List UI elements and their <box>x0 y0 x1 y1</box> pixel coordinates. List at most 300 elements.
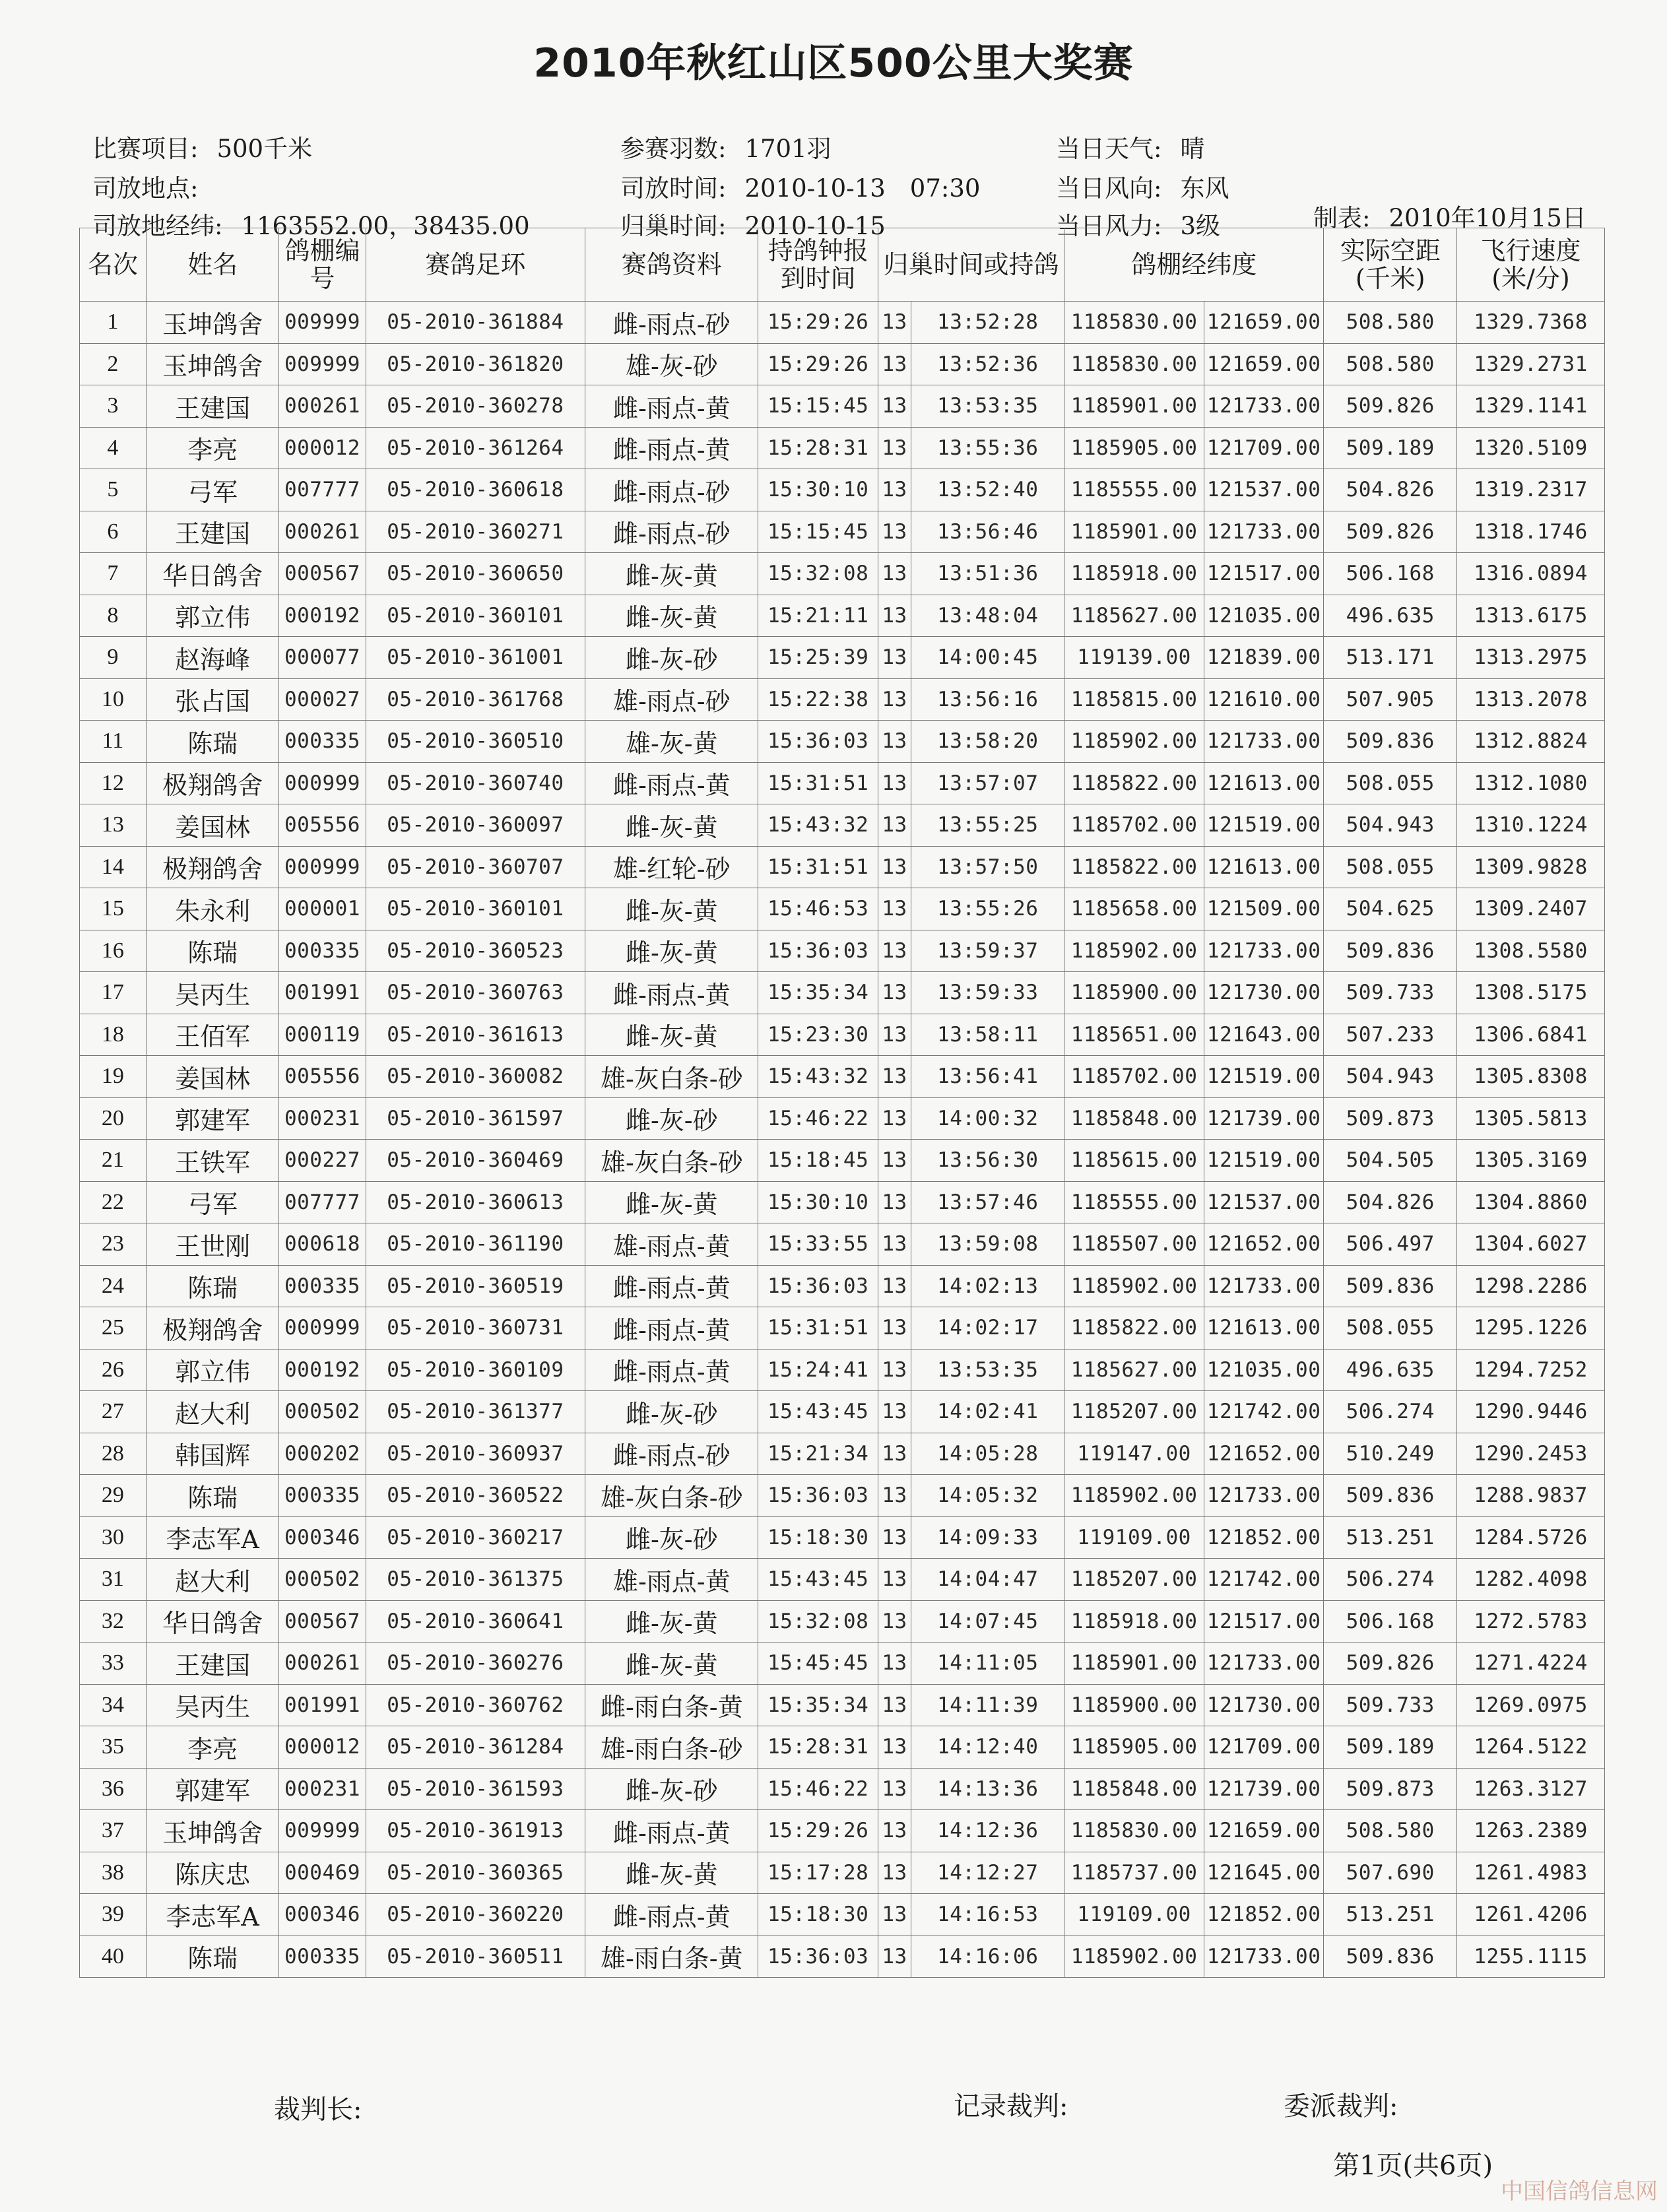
cell-name: 郭立伟 <box>146 595 279 637</box>
cell-distance: 508.580 <box>1324 1810 1457 1852</box>
cell-latitude: 121733.00 <box>1204 721 1324 763</box>
cell-speed: 1272.5783 <box>1457 1600 1605 1643</box>
cell-bird-info: 雌-灰-黄 <box>585 595 758 637</box>
recorder-label: 记录裁判: <box>954 2091 1068 2122</box>
cell-name: 李志军A <box>146 1516 279 1559</box>
cell-loft-id: 000618 <box>279 1223 366 1266</box>
cell-loft-id: 001991 <box>279 972 366 1014</box>
cell-ring: 05-2010-361001 <box>366 637 585 679</box>
cell-day: 13 <box>878 972 911 1014</box>
cell-arrival-time: 13:56:46 <box>911 511 1064 553</box>
cell-latitude: 121739.00 <box>1204 1097 1324 1140</box>
cell-ring: 05-2010-361768 <box>366 678 585 721</box>
table-row <box>80 1894 1605 1936</box>
cell-day: 13 <box>878 1894 911 1936</box>
cell-name: 陈瑞 <box>146 1265 279 1307</box>
cell-bird-info: 雄-雨点-黄 <box>585 1559 758 1601</box>
cell-loft-id: 000202 <box>279 1433 366 1475</box>
cell-arrival-time: 14:05:32 <box>911 1475 1064 1517</box>
table-row <box>80 1014 1605 1056</box>
cell-rank: 8 <box>80 595 147 637</box>
cell-loft-id: 000346 <box>279 1894 366 1936</box>
cell-distance: 504.505 <box>1324 1140 1457 1182</box>
cell-rank: 3 <box>80 385 147 428</box>
cell-bird-info: 雌-雨点-砂 <box>585 511 758 553</box>
cell-distance: 509.733 <box>1324 1684 1457 1726</box>
table-row <box>80 762 1605 804</box>
cell-name: 王世刚 <box>146 1223 279 1266</box>
cell-bird-info: 雄-雨点-砂 <box>585 678 758 721</box>
table-row <box>80 972 1605 1014</box>
cell-rank: 12 <box>80 762 147 804</box>
cell-rank: 39 <box>80 1894 147 1936</box>
cell-longitude: 1185830.00 <box>1064 343 1204 385</box>
cell-bird-info: 雌-雨点-黄 <box>585 427 758 469</box>
cell-bird-info: 雌-灰-黄 <box>585 930 758 972</box>
table-row <box>80 1056 1605 1098</box>
cell-day: 13 <box>878 469 911 511</box>
cell-day: 13 <box>878 1433 911 1475</box>
cell-arrival-time: 13:55:26 <box>911 888 1064 930</box>
release-site-info <box>92 168 216 204</box>
cell-name: 韩国辉 <box>146 1433 279 1475</box>
cell-distance: 509.836 <box>1324 1475 1457 1517</box>
cell-rank: 26 <box>80 1349 147 1391</box>
cell-arrival-time: 14:11:39 <box>911 1684 1064 1726</box>
cell-arrival-time: 14:07:45 <box>911 1600 1064 1643</box>
cell-speed: 1318.1746 <box>1457 511 1605 553</box>
cell-name: 王佰军 <box>146 1014 279 1056</box>
cell-speed: 1294.7252 <box>1457 1349 1605 1391</box>
cell-rank: 11 <box>80 721 147 763</box>
cell-arrival-time: 14:11:05 <box>911 1643 1064 1685</box>
cell-speed: 1305.3169 <box>1457 1140 1605 1182</box>
cell-name: 玉坤鸽舍 <box>146 1810 279 1852</box>
cell-longitude: 1185207.00 <box>1064 1559 1204 1601</box>
cell-bird-info: 雄-红轮-砂 <box>585 846 758 888</box>
cell-longitude: 1185900.00 <box>1064 972 1204 1014</box>
cell-longitude: 1185615.00 <box>1064 1140 1204 1182</box>
cell-name: 王建国 <box>146 511 279 553</box>
cell-distance: 509.826 <box>1324 1643 1457 1685</box>
cell-latitude: 121613.00 <box>1204 1307 1324 1350</box>
cell-longitude: 1185507.00 <box>1064 1223 1204 1266</box>
release-time-label: 司放时间: <box>620 174 727 203</box>
cell-day: 13 <box>878 1516 911 1559</box>
cell-latitude: 121733.00 <box>1204 930 1324 972</box>
cell-loft-id: 000027 <box>279 678 366 721</box>
cell-bird-info: 雌-灰-黄 <box>585 1014 758 1056</box>
cell-rank: 40 <box>80 1936 147 1978</box>
cell-ring: 05-2010-360101 <box>366 595 585 637</box>
cell-ring: 05-2010-360763 <box>366 972 585 1014</box>
cell-loft-id: 000567 <box>279 1600 366 1643</box>
cell-clock-time: 15:36:03 <box>758 1475 878 1517</box>
cell-rank: 9 <box>80 637 147 679</box>
cell-rank: 23 <box>80 1223 147 1266</box>
cell-speed: 1282.4098 <box>1457 1559 1605 1601</box>
cell-speed: 1255.1115 <box>1457 1936 1605 1978</box>
cell-day: 13 <box>878 1768 911 1810</box>
cell-name: 吴丙生 <box>146 972 279 1014</box>
cell-clock-time: 15:36:03 <box>758 1936 878 1978</box>
table-row <box>80 1726 1605 1769</box>
cell-latitude: 121517.00 <box>1204 1600 1324 1643</box>
cell-rank: 30 <box>80 1516 147 1559</box>
cell-loft-id: 000012 <box>279 427 366 469</box>
cell-bird-info: 雌-灰-砂 <box>585 1768 758 1810</box>
cell-loft-id: 000502 <box>279 1559 366 1601</box>
table-row <box>80 1768 1605 1810</box>
cell-clock-time: 15:32:08 <box>758 1600 878 1643</box>
cell-speed: 1263.3127 <box>1457 1768 1605 1810</box>
cell-longitude: 1185902.00 <box>1064 721 1204 763</box>
table-header-row <box>80 228 1605 302</box>
cell-speed: 1316.0894 <box>1457 553 1605 595</box>
cell-distance: 508.055 <box>1324 1307 1457 1350</box>
cell-loft-id: 000335 <box>279 1475 366 1517</box>
cell-speed: 1304.8860 <box>1457 1181 1605 1223</box>
cell-latitude: 121659.00 <box>1204 302 1324 344</box>
cell-longitude: 1185901.00 <box>1064 511 1204 553</box>
table-row <box>80 1140 1605 1182</box>
cell-longitude: 1185902.00 <box>1064 1475 1204 1517</box>
table-row <box>80 1433 1605 1475</box>
cell-longitude: 1185830.00 <box>1064 302 1204 344</box>
cell-arrival-time: 13:53:35 <box>911 1349 1064 1391</box>
cell-ring: 05-2010-360937 <box>366 1433 585 1475</box>
cell-bird-info: 雌-雨点-砂 <box>585 469 758 511</box>
cell-name: 郭建军 <box>146 1097 279 1140</box>
cell-loft-id: 000012 <box>279 1726 366 1769</box>
table-row <box>80 1643 1605 1685</box>
cell-longitude: 119109.00 <box>1064 1516 1204 1559</box>
cell-bird-info: 雌-雨点-黄 <box>585 1349 758 1391</box>
cell-longitude: 119109.00 <box>1064 1894 1204 1936</box>
cell-arrival-time: 13:56:30 <box>911 1140 1064 1182</box>
cell-bird-info: 雄-雨点-黄 <box>585 1223 758 1266</box>
cell-ring: 05-2010-360271 <box>366 511 585 553</box>
cell-speed: 1290.9446 <box>1457 1391 1605 1433</box>
cell-clock-time: 15:18:30 <box>758 1516 878 1559</box>
event-label: 比赛项目: <box>92 135 199 163</box>
cell-distance: 506.497 <box>1324 1223 1457 1266</box>
header-bird-info: 赛鸽资料 <box>585 228 758 302</box>
cell-ring: 05-2010-360731 <box>366 1307 585 1350</box>
cell-rank: 25 <box>80 1307 147 1350</box>
cell-distance: 509.189 <box>1324 1726 1457 1769</box>
cell-rank: 19 <box>80 1056 147 1098</box>
cell-rank: 4 <box>80 427 147 469</box>
cell-arrival-time: 14:12:36 <box>911 1810 1064 1852</box>
cell-ring: 05-2010-360762 <box>366 1684 585 1726</box>
cell-day: 13 <box>878 721 911 763</box>
cell-rank: 10 <box>80 678 147 721</box>
cell-clock-time: 15:46:22 <box>758 1768 878 1810</box>
cell-speed: 1261.4206 <box>1457 1894 1605 1936</box>
cell-distance: 496.635 <box>1324 595 1457 637</box>
table-row <box>80 1097 1605 1140</box>
cell-ring: 05-2010-361913 <box>366 1810 585 1852</box>
table-row <box>80 553 1605 595</box>
made-by-value: 2010年10月15日 <box>1389 204 1586 232</box>
cell-distance: 506.168 <box>1324 1600 1457 1643</box>
cell-rank: 24 <box>80 1265 147 1307</box>
cell-longitude: 1185901.00 <box>1064 1643 1204 1685</box>
release-coords-value: 1163552.00，38435.00 <box>241 212 530 240</box>
cell-speed: 1306.6841 <box>1457 1014 1605 1056</box>
cell-rank: 27 <box>80 1391 147 1433</box>
cell-loft-id: 000261 <box>279 1643 366 1685</box>
table-row <box>80 888 1605 930</box>
cell-loft-id: 000261 <box>279 511 366 553</box>
cell-speed: 1313.2078 <box>1457 678 1605 721</box>
cell-name: 陈庆忠 <box>146 1852 279 1894</box>
table-row <box>80 1265 1605 1307</box>
cell-day: 13 <box>878 1140 911 1182</box>
cell-ring: 05-2010-361613 <box>366 1014 585 1056</box>
cell-loft-id: 000077 <box>279 637 366 679</box>
cell-latitude: 121652.00 <box>1204 1223 1324 1266</box>
cell-rank: 14 <box>80 846 147 888</box>
cell-distance: 509.836 <box>1324 1936 1457 1978</box>
cell-speed: 1312.1080 <box>1457 762 1605 804</box>
cell-rank: 17 <box>80 972 147 1014</box>
cell-latitude: 121645.00 <box>1204 1852 1324 1894</box>
cell-name: 陈瑞 <box>146 1936 279 1978</box>
cell-day: 13 <box>878 1265 911 1307</box>
cell-latitude: 121613.00 <box>1204 762 1324 804</box>
cell-rank: 32 <box>80 1600 147 1643</box>
table-row <box>80 1181 1605 1223</box>
cell-latitude: 121643.00 <box>1204 1014 1324 1056</box>
cell-day: 13 <box>878 846 911 888</box>
cell-name: 弓军 <box>146 469 279 511</box>
cell-name: 极翔鸽舍 <box>146 846 279 888</box>
cell-name: 张占国 <box>146 678 279 721</box>
cell-arrival-time: 13:57:46 <box>911 1181 1064 1223</box>
cell-arrival-time: 14:12:40 <box>911 1726 1064 1769</box>
cell-ring: 05-2010-360511 <box>366 1936 585 1978</box>
cell-distance: 508.055 <box>1324 846 1457 888</box>
cell-speed: 1313.6175 <box>1457 595 1605 637</box>
header-clock-time: 持鸽钟报到时间 <box>758 228 878 302</box>
cell-name: 李志军A <box>146 1894 279 1936</box>
cell-longitude: 1185918.00 <box>1064 553 1204 595</box>
cell-clock-time: 15:23:30 <box>758 1014 878 1056</box>
cell-ring: 05-2010-361284 <box>366 1726 585 1769</box>
table-row <box>80 846 1605 888</box>
cell-rank: 35 <box>80 1726 147 1769</box>
cell-latitude: 121519.00 <box>1204 1056 1324 1098</box>
cell-bird-info: 雌-雨点-砂 <box>585 302 758 344</box>
cell-latitude: 121733.00 <box>1204 385 1324 428</box>
release-site-label: 司放地点: <box>92 174 199 203</box>
cell-ring: 05-2010-360276 <box>366 1643 585 1685</box>
cell-arrival-time: 14:16:53 <box>911 1894 1064 1936</box>
cell-name: 玉坤鸽舍 <box>146 302 279 344</box>
cell-day: 13 <box>878 427 911 469</box>
cell-distance: 509.826 <box>1324 511 1457 553</box>
cell-loft-id: 009999 <box>279 302 366 344</box>
birds-info <box>620 129 832 164</box>
cell-longitude: 1185918.00 <box>1064 1600 1204 1643</box>
cell-speed: 1264.5122 <box>1457 1726 1605 1769</box>
cell-speed: 1269.0975 <box>1457 1684 1605 1726</box>
cell-rank: 31 <box>80 1559 147 1601</box>
table-row <box>80 1349 1605 1391</box>
cell-distance: 507.905 <box>1324 678 1457 721</box>
cell-day: 13 <box>878 302 911 344</box>
cell-name: 赵海峰 <box>146 637 279 679</box>
cell-longitude: 119139.00 <box>1064 637 1204 679</box>
cell-loft-id: 000999 <box>279 1307 366 1350</box>
cell-speed: 1261.4983 <box>1457 1852 1605 1894</box>
cell-distance: 513.171 <box>1324 637 1457 679</box>
cell-arrival-time: 13:56:16 <box>911 678 1064 721</box>
cell-latitude: 121852.00 <box>1204 1894 1324 1936</box>
cell-day: 13 <box>878 1097 911 1140</box>
cell-name: 陈瑞 <box>146 721 279 763</box>
table-row <box>80 469 1605 511</box>
wind-force-value: 3级 <box>1180 212 1221 240</box>
cell-loft-id: 000335 <box>279 930 366 972</box>
cell-name: 朱永利 <box>146 888 279 930</box>
cell-day: 13 <box>878 1936 911 1978</box>
cell-distance: 508.580 <box>1324 302 1457 344</box>
table-row <box>80 302 1605 344</box>
cell-arrival-time: 13:57:07 <box>911 762 1064 804</box>
weather-info <box>1056 129 1204 164</box>
cell-day: 13 <box>878 385 911 428</box>
cell-speed: 1319.2317 <box>1457 469 1605 511</box>
cell-arrival-time: 13:52:40 <box>911 469 1064 511</box>
cell-ring: 05-2010-361264 <box>366 427 585 469</box>
cell-latitude: 121035.00 <box>1204 595 1324 637</box>
cell-ring: 05-2010-360365 <box>366 1852 585 1894</box>
cell-ring: 05-2010-360740 <box>366 762 585 804</box>
cell-clock-time: 15:31:51 <box>758 846 878 888</box>
cell-distance: 509.836 <box>1324 721 1457 763</box>
cell-ring: 05-2010-361377 <box>366 1391 585 1433</box>
cell-rank: 28 <box>80 1433 147 1475</box>
cell-arrival-time: 14:02:17 <box>911 1307 1064 1350</box>
cell-clock-time: 15:43:32 <box>758 1056 878 1098</box>
cell-longitude: 1185207.00 <box>1064 1391 1204 1433</box>
cell-bird-info: 雌-灰-砂 <box>585 1097 758 1140</box>
cell-latitude: 121537.00 <box>1204 469 1324 511</box>
table-row <box>80 1684 1605 1726</box>
table-row <box>80 678 1605 721</box>
cell-speed: 1320.5109 <box>1457 427 1605 469</box>
cell-latitude: 121659.00 <box>1204 1810 1324 1852</box>
header-name: 姓名 <box>146 228 279 302</box>
cell-distance: 509.873 <box>1324 1097 1457 1140</box>
cell-day: 13 <box>878 1559 911 1601</box>
cell-latitude: 121742.00 <box>1204 1391 1324 1433</box>
cell-loft-id: 005556 <box>279 804 366 847</box>
cell-clock-time: 15:46:22 <box>758 1097 878 1140</box>
cell-latitude: 121613.00 <box>1204 846 1324 888</box>
cell-name: 王建国 <box>146 385 279 428</box>
cell-latitude: 121709.00 <box>1204 427 1324 469</box>
cell-arrival-time: 13:59:33 <box>911 972 1064 1014</box>
cell-day: 13 <box>878 1852 911 1894</box>
cell-speed: 1271.4224 <box>1457 1643 1605 1685</box>
cell-clock-time: 15:31:51 <box>758 1307 878 1350</box>
cell-clock-time: 15:33:55 <box>758 1223 878 1266</box>
cell-day: 13 <box>878 1349 911 1391</box>
cell-latitude: 121733.00 <box>1204 1475 1324 1517</box>
cell-speed: 1298.2286 <box>1457 1265 1605 1307</box>
cell-arrival-time: 14:00:32 <box>911 1097 1064 1140</box>
cell-distance: 504.625 <box>1324 888 1457 930</box>
cell-clock-time: 15:30:10 <box>758 469 878 511</box>
cell-speed: 1312.8824 <box>1457 721 1605 763</box>
weather-label: 当日天气: <box>1056 135 1162 163</box>
cell-day: 13 <box>878 1056 911 1098</box>
cell-longitude: 1185702.00 <box>1064 1056 1204 1098</box>
cell-longitude: 1185815.00 <box>1064 678 1204 721</box>
chief-judge-label: 裁判长: <box>274 2095 362 2125</box>
cell-clock-time: 15:36:03 <box>758 1265 878 1307</box>
cell-clock-time: 15:29:26 <box>758 1810 878 1852</box>
cell-speed: 1309.9828 <box>1457 846 1605 888</box>
cell-arrival-time: 13:51:36 <box>911 553 1064 595</box>
cell-clock-time: 15:28:31 <box>758 1726 878 1769</box>
cell-arrival-time: 14:09:33 <box>911 1516 1064 1559</box>
cell-bird-info: 雌-灰-黄 <box>585 1643 758 1685</box>
cell-bird-info: 雄-灰-黄 <box>585 721 758 763</box>
cell-clock-time: 15:29:26 <box>758 302 878 344</box>
cell-ring: 05-2010-360707 <box>366 846 585 888</box>
table-row <box>80 1810 1605 1852</box>
header-loft-id: 鸽棚编号 <box>279 228 366 302</box>
cell-rank: 21 <box>80 1140 147 1182</box>
cell-day: 13 <box>878 343 911 385</box>
cell-ring: 05-2010-360109 <box>366 1349 585 1391</box>
cell-bird-info: 雌-雨白条-黄 <box>585 1684 758 1726</box>
cell-day: 13 <box>878 930 911 972</box>
cell-longitude: 1185627.00 <box>1064 595 1204 637</box>
cell-speed: 1310.1224 <box>1457 804 1605 847</box>
cell-arrival-time: 14:02:41 <box>911 1391 1064 1433</box>
release-time-value: 2010-10-13 07:30 <box>744 174 981 203</box>
cell-ring: 05-2010-360523 <box>366 930 585 972</box>
cell-longitude: 1185900.00 <box>1064 1684 1204 1726</box>
cell-clock-time: 15:32:08 <box>758 553 878 595</box>
cell-rank: 34 <box>80 1684 147 1726</box>
cell-latitude: 121839.00 <box>1204 637 1324 679</box>
cell-speed: 1304.6027 <box>1457 1223 1605 1266</box>
cell-longitude: 1185822.00 <box>1064 1307 1204 1350</box>
cell-distance: 506.274 <box>1324 1391 1457 1433</box>
cell-clock-time: 15:28:31 <box>758 427 878 469</box>
wind-dir-info <box>1056 168 1229 204</box>
cell-arrival-time: 13:55:36 <box>911 427 1064 469</box>
cell-speed: 1329.7368 <box>1457 302 1605 344</box>
cell-longitude: 1185822.00 <box>1064 846 1204 888</box>
cell-speed: 1313.2975 <box>1457 637 1605 679</box>
watermark: 中国信鸽信息网 <box>1501 2178 1658 2205</box>
cell-speed: 1305.8308 <box>1457 1056 1605 1098</box>
cell-distance: 504.943 <box>1324 804 1457 847</box>
cell-longitude: 119147.00 <box>1064 1433 1204 1475</box>
cell-loft-id: 000346 <box>279 1516 366 1559</box>
table-row <box>80 1600 1605 1643</box>
cell-loft-id: 000119 <box>279 1014 366 1056</box>
cell-clock-time: 15:43:45 <box>758 1559 878 1601</box>
